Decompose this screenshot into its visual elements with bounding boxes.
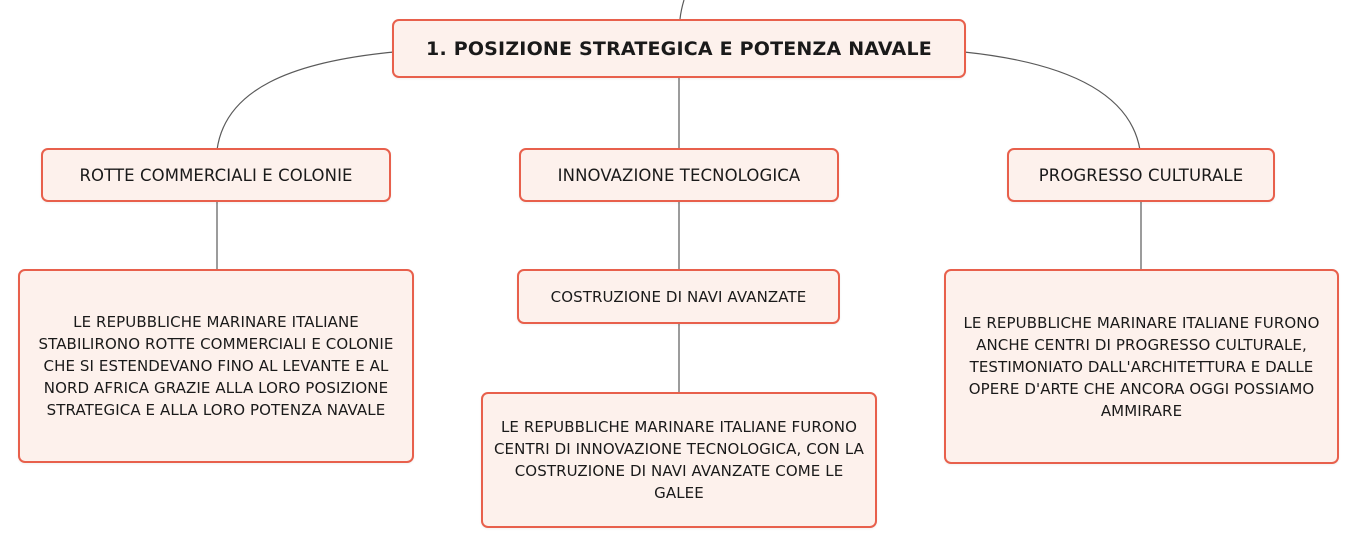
- topic-innovazione-tecnologica-label: INNOVAZIONE TECNOLOGICA: [557, 165, 801, 185]
- note-innovazione-tecnologica-text: LE REPUBBLICHE MARINARE ITALIANE FURONO CENTRI DI INNOVAZIONE TECNOLOGICA, CON LA COSTRUZIONE DI NAVI AVANZATE COME LE GALEE: [493, 418, 865, 502]
- note-progresso-culturale-text: LE REPUBBLICHE MARINARE ITALIANE FURONO ANCHE CENTRI DI PROGRESSO CULTURALE, TESTIMONIATO DALL'ARCHITETTURA E DALLE OPERE D'ARTE CHE ANCORA OGGI POSSIAMO AMMIRARE: [963, 313, 1320, 420]
- connector-parent-to-root: [680, 0, 684, 19]
- topic-costruzione-navi[interactable]: [517, 269, 840, 324]
- topic-progresso-culturale[interactable]: [1007, 148, 1275, 202]
- note-rotte-commerciali[interactable]: [18, 269, 414, 463]
- root-topic-label: 1. POSIZIONE STRATEGICA E POTENZA NAVALE: [426, 37, 932, 60]
- note-rotte-commerciali-text: LE REPUBBLICHE MARINARE ITALIANE STABILIRONO ROTTE COMMERCIALI E COLONIE CHE SI ESTENDEVANO FINO AL LEVANTE E AL NORD AFRICA GRAZIE ALLA LORO POSIZIONE STRATEGICA E ALLA LORO POTENZA NAVALE: [38, 313, 394, 419]
- note-progresso-culturale[interactable]: [944, 269, 1339, 464]
- root-topic-node[interactable]: [392, 19, 966, 78]
- connector-root-to-rotte: [217, 52, 394, 150]
- topic-innovazione-tecnologica[interactable]: [519, 148, 839, 202]
- topic-rotte-commerciali-label: ROTTE COMMERCIALI E COLONIE: [79, 165, 353, 185]
- topic-rotte-commerciali[interactable]: [41, 148, 391, 202]
- topic-costruzione-navi-label: COSTRUZIONE DI NAVI AVANZATE: [550, 287, 807, 306]
- note-innovazione-tecnologica[interactable]: [481, 392, 877, 528]
- connector-root-to-progresso: [964, 52, 1140, 150]
- topic-progresso-culturale-label: PROGRESSO CULTURALE: [1038, 165, 1244, 185]
